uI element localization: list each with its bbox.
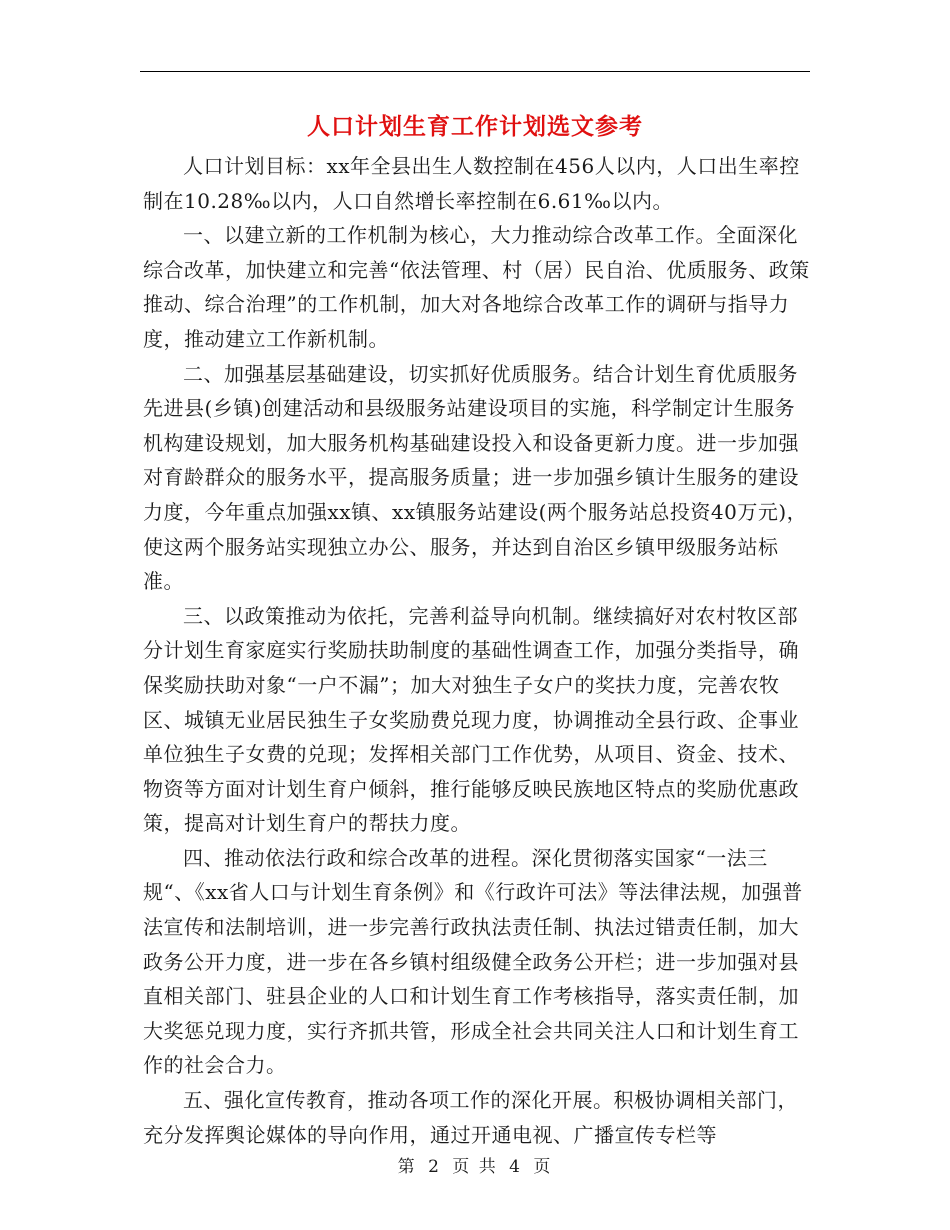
page-total: 4 <box>509 1157 522 1177</box>
page-label-suffix: 页 <box>533 1157 553 1177</box>
paragraph-section-5: 五、强化宣传教育，推动各项工作的深化开展。积极协调相关部门，充分发挥舆论媒体的导向作用，通过开通电视、广播宣传专栏等 <box>143 1088 798 1147</box>
header-rule <box>140 71 810 72</box>
page-label-prefix: 第 <box>397 1157 417 1177</box>
document-title: 人口计划生育工作计划选文参考 <box>307 113 643 140</box>
page-footer <box>0 1152 950 1177</box>
paragraph-section-2: 二、加强基层基础建设，切实抓好优质服务。结合计划生育优质服务先进县(乡镇)创建活动和县级服务站建设项目的实施，科学制定计生服务机构建设规划，加大服务机构基础建设投入和设备更新力度。进一步加强对育龄群众的服务水平，提高服务质量；进一步加强乡镇计生服务的建设力度，今年重点加强xx镇、xx镇服务站建设(两个服务站总投资40万元)，使这两个服务站实现独立办公、服务，并达到自治区乡镇甲级服务站标准。 <box>143 361 808 594</box>
paragraph-section-3: 三、以政策推动为依托，完善利益导向机制。继续搞好对农村牧区部分计划生育家庭实行奖励扶助制度的基础性调查工作，加强分类指导，确保奖励扶助对象“一户不漏”；加大对独生子女户的奖扶力度，完善农牧区、城镇无业居民独生子女奖励费兑现力度，协调推动全县行政、企事业单位独生子女费的兑现；发挥相关部门工作优势，从项目、资金、技术、物资等方面对计划生育户倾斜，推行能够反映民族地区特点的奖励优惠政策，提高对计划生育户的帮扶力度。 <box>143 603 799 836</box>
page-label-middle: 页 共 <box>452 1157 498 1177</box>
document-body <box>143 149 810 1152</box>
page-number: 2 <box>428 1157 441 1177</box>
paragraph-section-4: 四、推动依法行政和综合改革的进程。深化贯彻落实国家“一法三规“、《xx省人口与计划生育条例》和《行政许可法》等法律法规，加强普法宣传和法制培训，进一步完善行政执法责任制、执法过错责任制，加大政务公开力度，进一步在各乡镇村组级健全政务公开栏；进一步加强对县直相关部门、驻县企业的人口和计划生育工作考核指导，落实责任制，加大奖惩兑现力度，实行齐抓共管，形成全社会共同关注人口和计划生育工作的社会合力。 <box>143 845 803 1078</box>
paragraph-target: 人口计划目标：xx年全县出生人数控制在456人以内，人口出生率控制在10.28‰以内，人口自然增长率控制在6.61‰以内。 <box>143 154 800 213</box>
paragraph-section-1: 一、以建立新的工作机制为核心，大力推动综合改革工作。全面深化综合改革，加快建立和完善“依法管理、村（居）民自治、优质服务、政策推动、综合治理”的工作机制，加大对各地综合改革工作的调研与指导力度，推动建立工作新机制。 <box>143 223 810 351</box>
